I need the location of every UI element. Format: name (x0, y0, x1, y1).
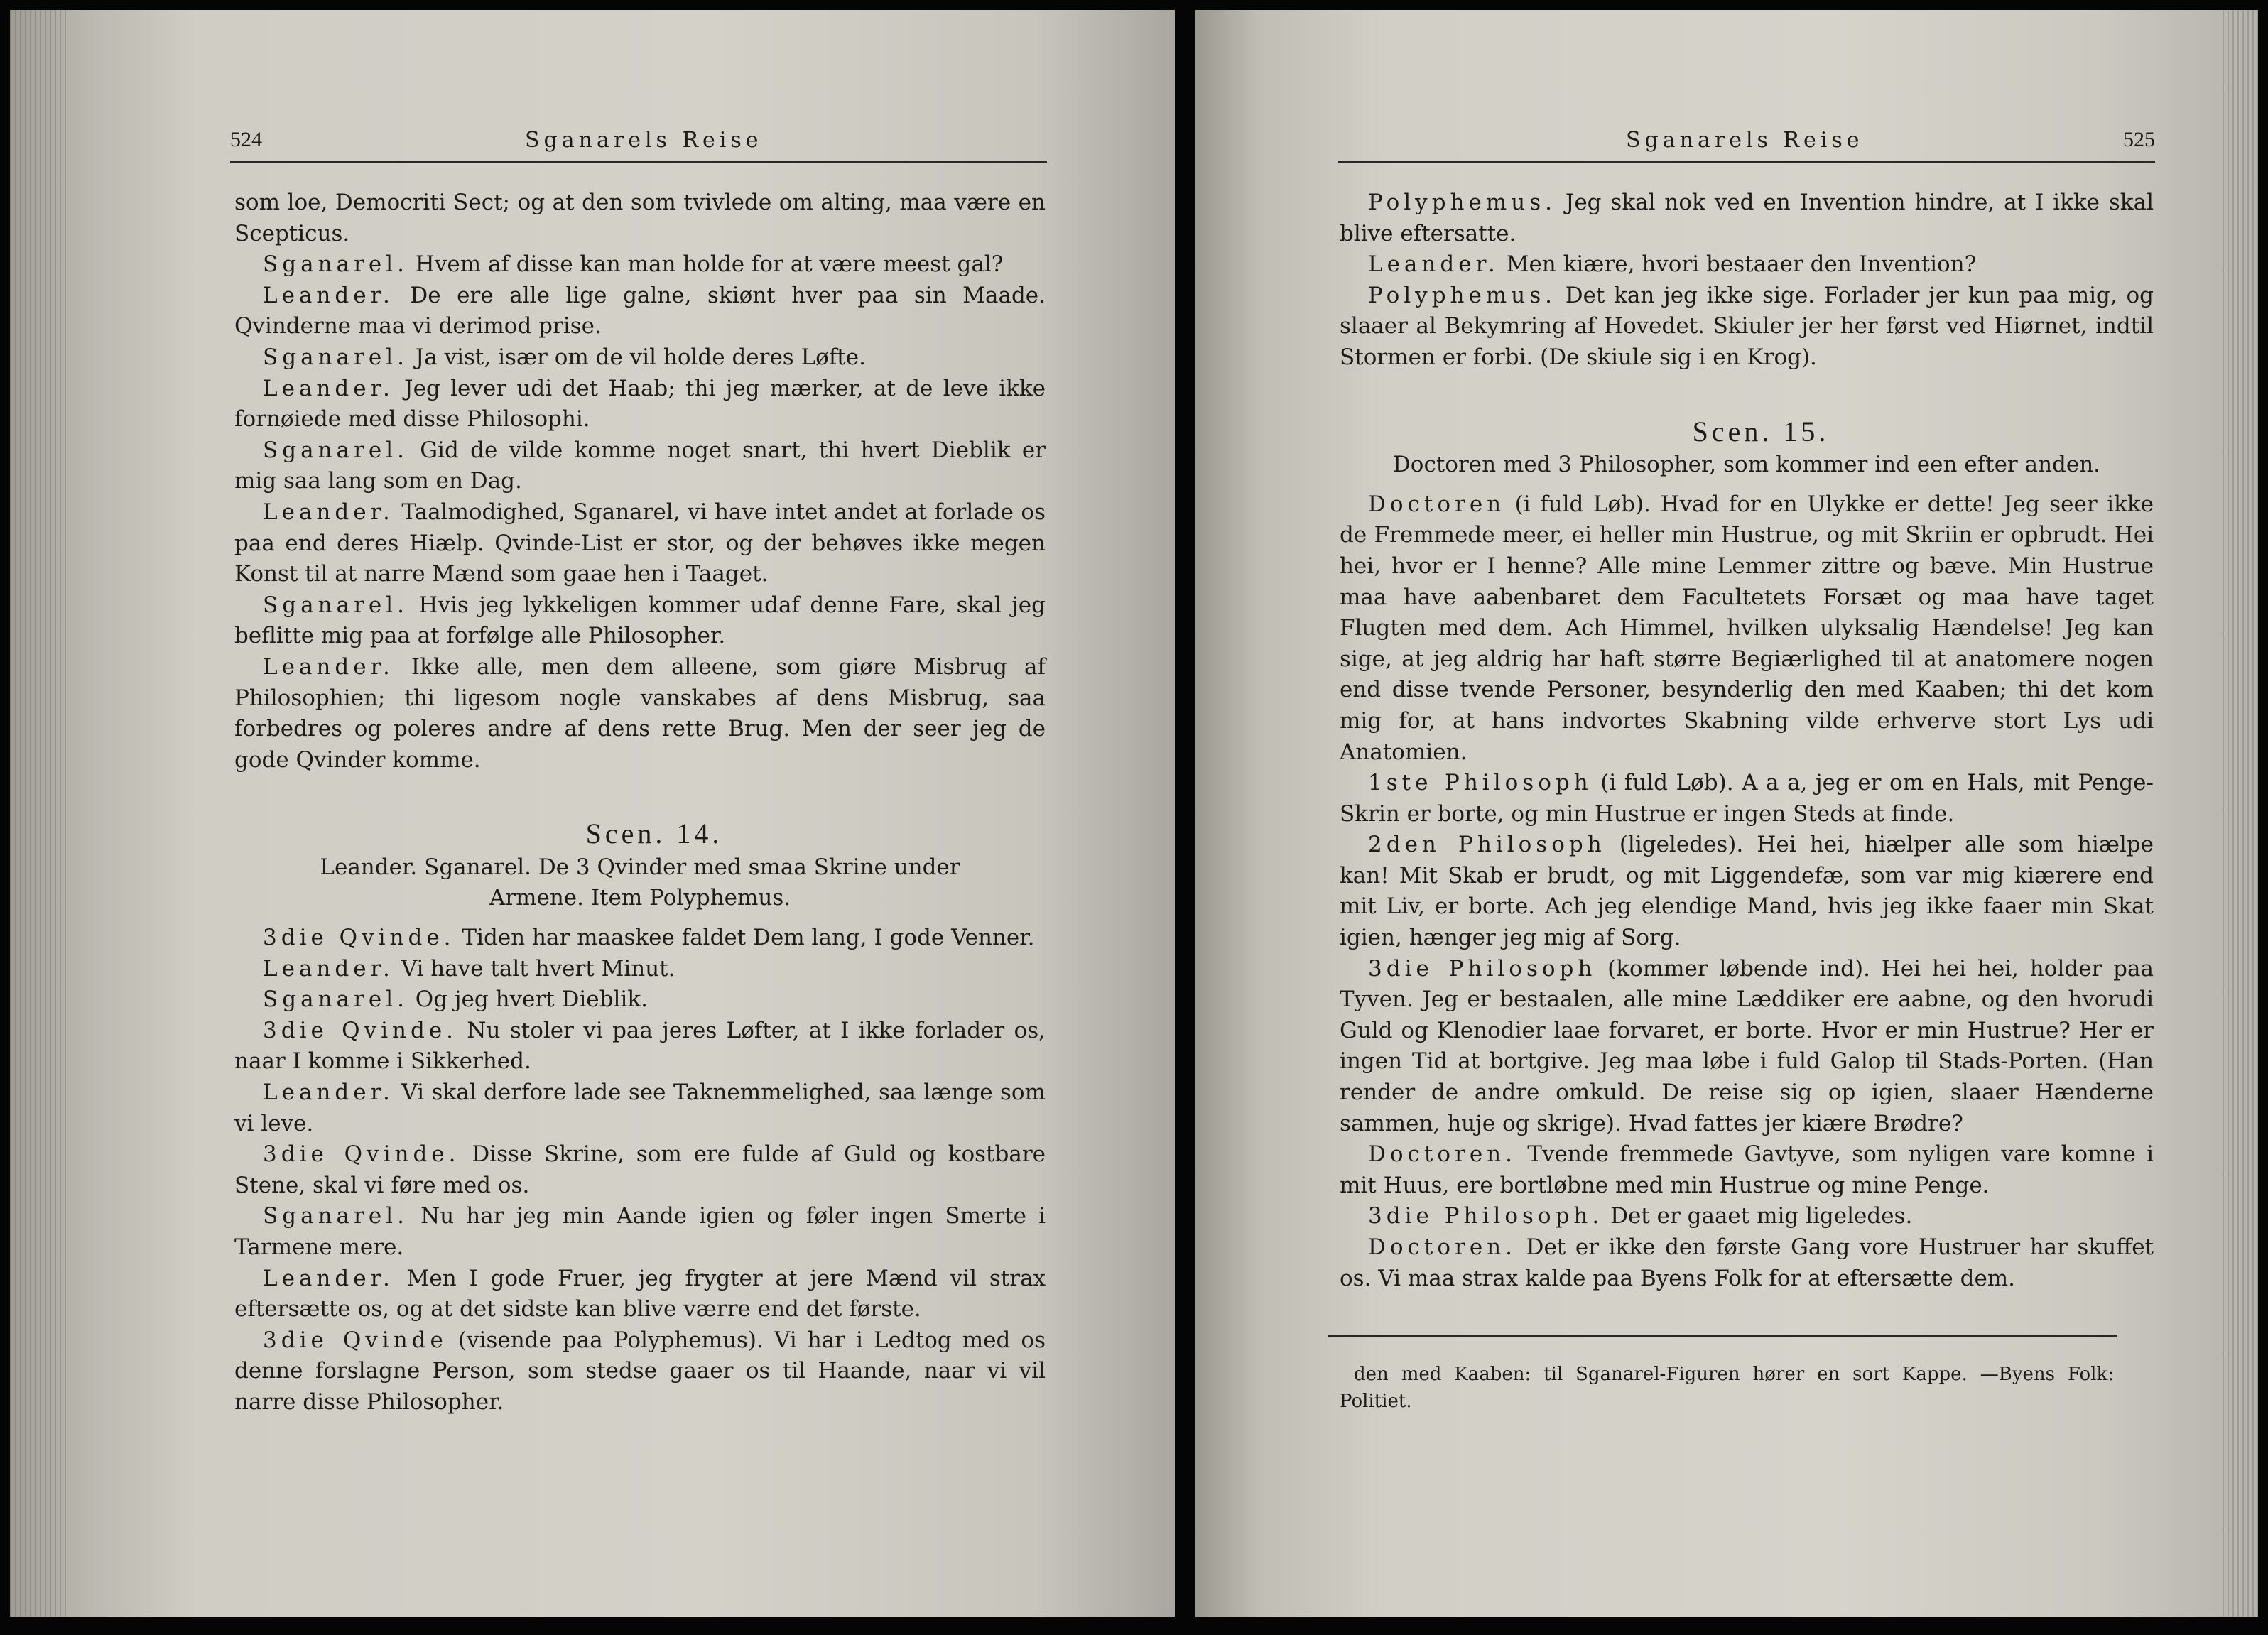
dialogue-line (234, 342, 1046, 374)
dialogue-text: Disse Skrine, som ere fulde af Guld og kostbare Stene, skal vi føre med os. (234, 1141, 1046, 1198)
header-rule (230, 161, 1047, 163)
dialogue-text: Men kiære, hvori bestaaer den Invention? (1499, 251, 1977, 278)
dialogue-text: Men I gode Fruer, jeg frygter at jere Mænd vil strax eftersætte os, og at det sidste kan blive værre end det første. (234, 1265, 1046, 1322)
speaker-name: 3die Qvinde. (263, 925, 455, 951)
speaker-name: 3die Philosoph (1368, 955, 1597, 982)
dialogue-line (234, 1325, 1046, 1418)
left-text-block (234, 188, 1046, 1418)
dialogue-line (1340, 489, 2154, 768)
running-head (230, 128, 1047, 170)
dialogue-text: Ikke alle, men dem alleene, som giøre Misbrug af Philosophien; thi ligesom nogle vanskabes af dens Misbrug, saa forbedres og poleres andre af dens rette Brug. Men der seer jeg de gode Qvinder komme. (234, 653, 1046, 773)
left-page (10, 10, 1175, 1617)
speaker-name: Sganarel. (263, 437, 408, 463)
dialogue-line (234, 1139, 1046, 1201)
speaker-name: 3die Philosoph. (1368, 1203, 1604, 1229)
dialogue-line (234, 923, 1046, 954)
dialogue-line (1340, 954, 2154, 1140)
speaker-name: Leander. (1368, 251, 1499, 278)
speaker-name: Sganarel. (263, 251, 408, 278)
dialogue-text: Gid de vilde komme noget snart, thi hvert Dieblik er mig saa lang som en Dag. (234, 437, 1046, 494)
dialogue-line (1340, 249, 2154, 281)
dialogue-line (234, 590, 1046, 652)
dialogue-text: (i fuld Løb). Hvad for en Ulykke er dette! Jeg seer ikke de Fremmede meer, ei heller min Hustrue, og mit Skriin er opbrudt. Hei hei, hvor er I henne? Alle mine Lemmer zittre og bæve. Min Hustrue maa have aabenbaret dem Facultetets Forsæt og maa have taget Flugten med dem. Ach Himmel, hvilken ulyksalig Hændelse! Jeg kan sige, at jeg aldrig har haft større Begiærlighed til at anatomere nogen end disse tvende Personer, besynderlig den med Kaaben; thi det kom mig for, at hans indvortes Skabning vilde erhverve stort Lys udi Anatomien. (1340, 491, 2154, 765)
dialogue-text: Vi skal derfore lade see Taknemmelighed, saa længe som vi leve. (234, 1080, 1046, 1136)
page-number: 525 (2123, 128, 2155, 151)
dialogue-text: Taalmodighed, Sganarel, vi have intet andet at forlade os paa end deres Hiælp. Qvinde-List er stor, og der behøves ikke megen Konst til at narre Mænd som gaae hen i Taaget. (234, 499, 1046, 587)
dialogue-line (234, 984, 1046, 1016)
speaker-name: 3die Qvinde (263, 1327, 447, 1353)
dialogue-text: Hvis jeg lykkeligen kommer udaf denne Fare, skal jeg beflitte mig paa at forfølge alle Philosopher. (234, 592, 1046, 649)
dialogue-text: De ere alle lige galne, skiønt hver paa sin Maade. Qvinderne maa vi derimod prise. (234, 282, 1046, 340)
speaker-name: Doctoren. (1368, 1234, 1516, 1260)
dialogue-text: Hvem af disse kan man holde for at være meest gal? (408, 251, 1004, 278)
dialogue-text: (kommer løbende ind). Hei hei hei, holder paa Tyven. Jeg er bestaalen, alle mine Læddiker ere aabne, og den hvorudi Guld og Klenodier laae forvaret, er borte. Hvor er min Hustrue? Her er ingen Tid at bortgive. Jeg maa løbe i fuld Galop til Stads-Porten. (Han render de andre omkuld. De reise sig op igien, slaaer Hænderne sammen, huje og skrige). Hvad fattes jer kiære Brødre? (1340, 955, 2154, 1136)
dialogue-line (234, 1077, 1046, 1139)
speaker-name: Polyphemus. (1368, 190, 1556, 215)
running-head (1338, 128, 2155, 170)
dialogue-line (234, 1016, 1046, 1077)
scene-cast: Leander. Sganarel. De 3 Qvinder med smaa Skrine under Armene. Item Polyphemus. (320, 854, 960, 911)
dialogue-text: som loe, Democriti Sect; og at den som tvivlede om alting, maa være en Scepticus. (234, 190, 1046, 246)
dialogue-line (1340, 768, 2154, 830)
speaker-name: Doctoren. (1368, 1141, 1516, 1168)
dialogue-text: Det er ikke den første Gang vore Hustruer har skuffet os. Vi maa strax kalde paa Byens Folk for at eftersætte dem. (1340, 1234, 2154, 1291)
dialogue-text: (ligeledes). Hei hei, hiælper alle som hiælpe kan! Mit Skab er brudt, og mit Liggendefæ, som var mig kiærere end mit Liv, er borte. Ach jeg elendige Mand, hvis jeg ikke faaer min Skat igien, hænger jeg mig af Sorg. (1340, 832, 2154, 951)
dialogue-line (1340, 830, 2154, 953)
dialogue-line (1340, 281, 2154, 374)
footnote (1340, 1361, 2114, 1415)
dialogue-line (1340, 188, 2154, 249)
dialogue-text: Det er gaaet mig ligeledes. (1603, 1203, 1913, 1229)
dialogue-line (234, 954, 1046, 985)
page-edge (2223, 10, 2258, 1617)
scene-cast: Doctoren med 3 Philosopher, som kommer ind een efter anden. (1392, 452, 2101, 478)
running-title: Sganarels Reise (1626, 128, 1864, 153)
speaker-name: Leander. (263, 282, 394, 308)
footnote-rule (1328, 1335, 2117, 1337)
page-edge (10, 10, 67, 1617)
speaker-name: 2den Philosoph (1368, 832, 1606, 858)
dialogue-line (234, 188, 1046, 249)
speaker-name: 3die Qvinde. (263, 1141, 460, 1168)
dialogue-text: Nu har jeg min Aande igien og føler ingen Smerte i Tarmene mere. (234, 1203, 1046, 1260)
dialogue-text: Vi have talt hvert Minut. (394, 955, 675, 982)
dialogue-list (1340, 489, 2154, 1294)
dialogue-line (234, 1201, 1046, 1263)
page-number: 524 (230, 128, 262, 151)
speaker-name: Leander. (263, 375, 394, 401)
dialogue-list (234, 188, 1046, 776)
dialogue-line (234, 435, 1046, 497)
dialogue-line (234, 1264, 1046, 1325)
dialogue-line (234, 497, 1046, 590)
dialogue-text: Og jeg hvert Dieblik. (408, 987, 648, 1013)
speaker-name: Polyphemus. (1368, 282, 1556, 308)
speaker-name: Sganarel. (263, 1203, 408, 1229)
dialogue-list (1340, 188, 2154, 374)
dialogue-text: Tiden har maaskee faldet Dem lang, I gode Venner. (455, 925, 1035, 951)
speaker-name: Leander. (263, 1265, 394, 1291)
dialogue-line (234, 652, 1046, 776)
dialogue-text: (i fuld Løb). A a a, jeg er om en Hals, mit Penge-Skrin er borte, og min Hustrue er ingen Steds at finde. (1340, 770, 2154, 827)
speaker-name: Leander. (263, 499, 394, 525)
scene-title: Scen. 15. (1692, 415, 1830, 447)
running-title: Sganarels Reise (525, 128, 763, 153)
speaker-name: Leander. (263, 1080, 394, 1106)
speaker-name: Sganarel. (263, 592, 408, 618)
dialogue-line (1340, 1139, 2154, 1201)
speaker-name: Sganarel. (263, 987, 408, 1013)
speaker-name: 3die Qvinde. (263, 1017, 458, 1043)
header-rule (1338, 161, 2155, 163)
speaker-name: Leander. (263, 955, 394, 982)
dialogue-text: Jeg lever udi det Haab; thi jeg mærker, at de leve ikke fornøiede med disse Philosophi. (234, 375, 1046, 433)
dialogue-line (1340, 1201, 2154, 1232)
scene-title: Scen. 14. (585, 818, 723, 850)
right-text-block (1340, 188, 2154, 1294)
dialogue-text: Jeg skal nok ved en Invention hindre, at I ikke skal blive eftersatte. (1340, 190, 2154, 246)
dialogue-line (234, 374, 1046, 435)
speaker-name: Leander. (263, 653, 394, 680)
dialogue-text: Tvende fremmede Gavtyve, som nyligen vare komne i mit Huus, ere bortløbne med min Hustrue og mine Penge. (1340, 1141, 2154, 1198)
dialogue-line (234, 249, 1046, 281)
dialogue-text: Det kan jeg ikke sige. Forlader jer kun paa mig, og slaaer al Bekymring af Hovedet. Skiuler jer her først ved Hiørnet, indtil Stormen er forbi. (De skiule sig i en Krog). (1340, 282, 2154, 370)
dialogue-text: Ja vist, især om de vil holde deres Løfte. (408, 344, 866, 370)
dialogue-text: (visende paa Polyphemus). Vi har i Ledtog med os denne forslagne Person, som stedse gaaer os til Haande, naar vi vil narre disse Philosopher. (234, 1327, 1046, 1415)
dialogue-line (234, 281, 1046, 342)
dialogue-text: Nu stoler vi paa jeres Løfter, at I ikke forlader os, naar I komme i Sikkerhed. (234, 1017, 1046, 1075)
dialogue-list (234, 923, 1046, 1418)
footnote-text: den med Kaaben: til Sganarel-Figuren hører en sort Kappe. —Byens Folk: Politiet. (1340, 1364, 2114, 1412)
speaker-name: Doctoren (1368, 491, 1506, 517)
speaker-name: 1ste Philosoph (1368, 770, 1593, 796)
right-page (1195, 10, 2258, 1617)
dialogue-line (1340, 1232, 2154, 1294)
speaker-name: Sganarel. (263, 344, 408, 370)
